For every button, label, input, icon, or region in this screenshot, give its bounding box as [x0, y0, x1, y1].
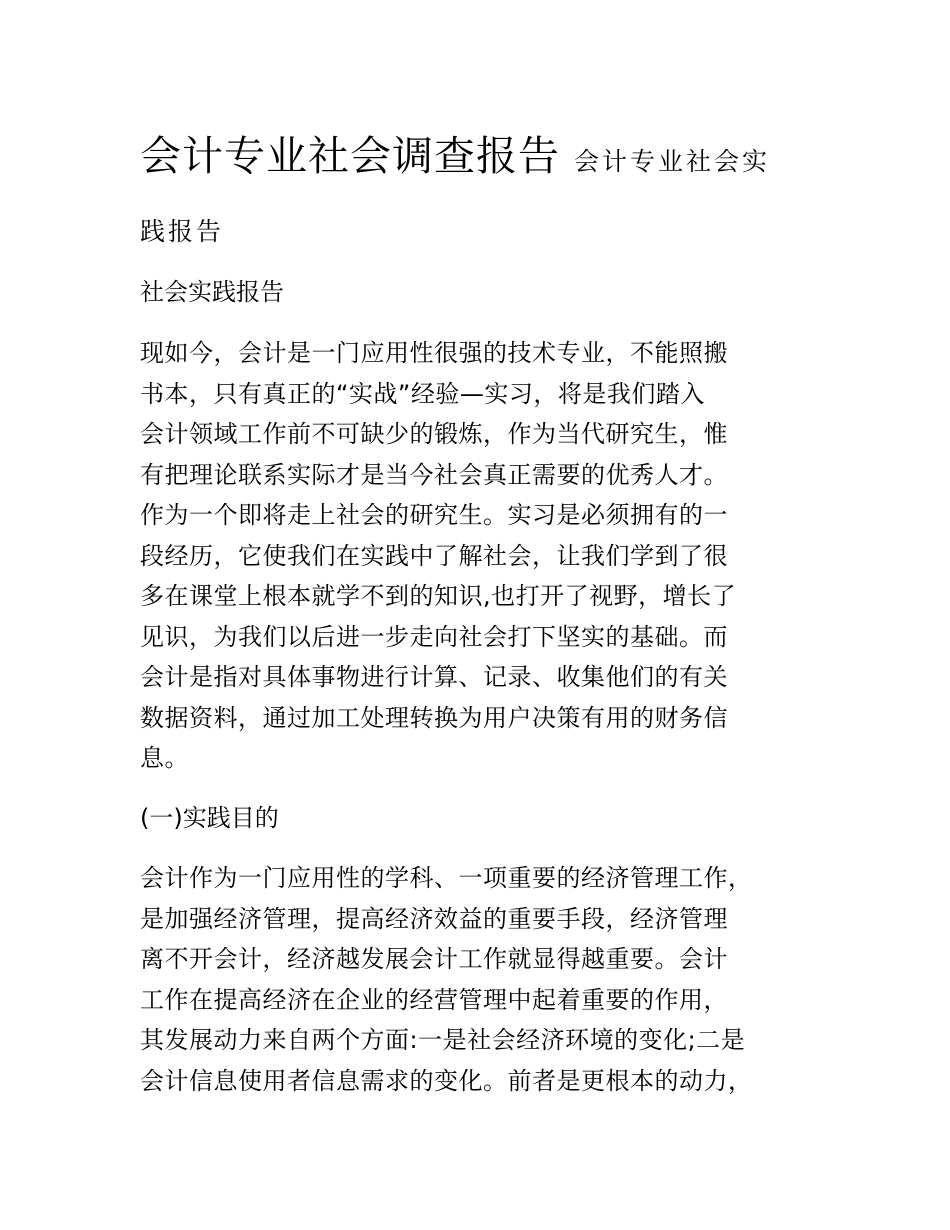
paragraph-line: 有把理论联系实际才是当今社会真正需要的优秀人才。: [140, 460, 728, 489]
paragraph-line: 数据资料，通过加工处理转换为用户决策有用的财务信: [140, 703, 728, 732]
title-line: [140, 126, 840, 192]
document-title: 会计专业社会调查报告: [140, 132, 560, 180]
paragraph-1: [140, 333, 820, 779]
paragraph-line: 段经历，它使我们在实践中了解社会，让我们学到了很: [140, 541, 728, 570]
paragraph-line: 作为一个即将走上社会的研究生。实习是必须拥有的一: [140, 501, 728, 529]
document-subtitle-part1: 会计专业社会实: [574, 147, 771, 176]
section-heading: 社会实践报告: [140, 278, 284, 306]
paragraph-line: 息。: [140, 744, 189, 772]
paragraph-line: 见识，为我们以后进一步走向社会打下坚实的基础。而: [140, 622, 728, 651]
paragraph-line: 会计作为一门应用性的学科、一项重要的经济管理工作，: [140, 864, 753, 892]
document-subtitle-part2: 践报告: [140, 217, 225, 246]
paragraph-line: 现如今，会计是一门应用性很强的技术专业，不能照搬: [140, 339, 728, 367]
paragraph-line: 离不开会计，经济越发展会计工作就显得越重要。会计: [140, 945, 728, 973]
paragraph-line: 其发展动力来自两个方面:一是社会经济环境的变化;二是: [140, 1026, 746, 1054]
paragraph-line: 会计领域工作前不可缺少的锻炼，作为当代研究生，惟: [140, 420, 728, 448]
paragraph-line: 会计是指对具体事物进行计算、记录、收集他们的有关: [140, 663, 728, 691]
paragraph-line: 是加强经济管理，提高经济效益的重要手段，经济管理: [140, 904, 728, 933]
paragraph-line: 会计信息使用者信息需求的变化。前者是更根本的动力，: [140, 1066, 753, 1095]
paragraph-line: 多在课堂上根本就学不到的知识,也打开了视野，增长了: [140, 582, 737, 610]
paragraph-line: 工作在提高经济在企业的经营管理中起着重要的作用，: [140, 985, 728, 1014]
paragraph-line: 书本，只有真正的“实战”经验—实习，将是我们踏入: [140, 379, 705, 408]
paragraph-2: [140, 858, 820, 1101]
subheading-practice-purpose: (一)实践目的: [140, 804, 279, 832]
